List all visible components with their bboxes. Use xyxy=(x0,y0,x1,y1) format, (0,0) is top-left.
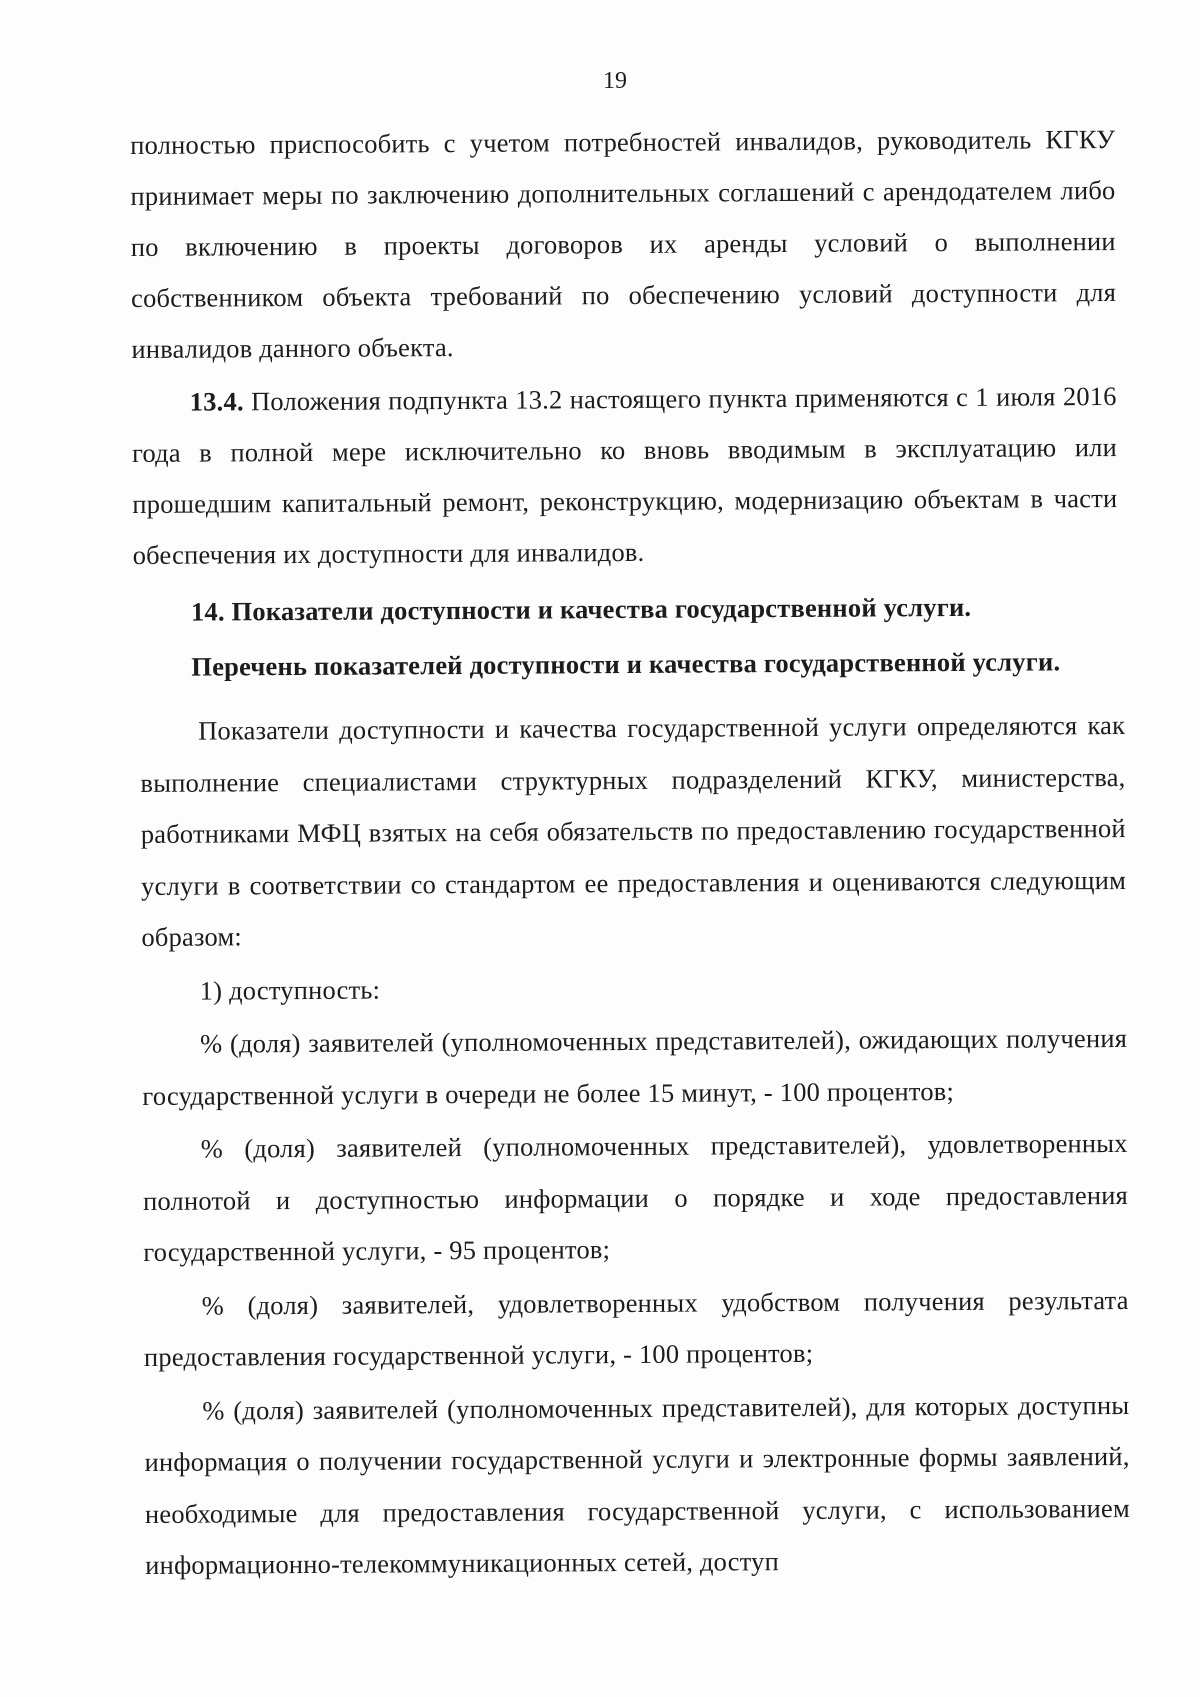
section-heading-14: 14. Показатели доступности и качества государственной услуги. xyxy=(190,591,972,627)
paragraph-accessibility: 1) доступность: xyxy=(199,974,381,1006)
paragraph-information-indicator: % (доля) заявителей (уполномоченных представителей), удовлетворенных полнотой и доступностью информации о порядке и ходе предоставления государственной услуги, - 95 процентов; xyxy=(142,1127,1129,1267)
item-label-13-4: 13.4. xyxy=(189,386,244,417)
paragraph-queue-indicator: % (доля) заявителей (уполномоченных представителей), ожидающих получения государственной услуги в очереди не более 15 минут, - 100 процентов; xyxy=(142,1022,1128,1111)
paragraph-result-indicator: % (доля) заявителей, удовлетворенных удобством получения результата предоставления государственной услуги, - 100 процентов; xyxy=(143,1284,1129,1372)
document-body-lower xyxy=(140,700,1130,1594)
paragraph-13-4-text: Положения подпункта 13.2 настоящего пункта применяются с 1 июля 2016 года в полной мере исключительно ко вновь вводимым в эксплуатацию или прошедшим капитальный ремонт, реконструкцию, модернизацию объектам в части обеспечения их доступности для инвалидов. xyxy=(131,380,1118,570)
document-body-upper xyxy=(130,114,1118,695)
paragraph-13-4 xyxy=(132,371,1118,581)
paragraph-continuation: полностью приспособить с учетом потребностей инвалидов, руководитель КГКУ принимает меры по заключению дополнительных соглашений с арендодателем либо по включению в проекты договоров их аренды условий о выполнении собственником объекта требований по обеспечению условий доступности для инвалидов данного объекта. xyxy=(130,123,1117,364)
paragraph-electronic-forms-indicator: % (доля) заявителей (уполномоченных представителей), для которых доступны информация о получении государственной услуги и электронные формы заявлений, необходимые для предоставления государственной услуги, с использованием информационно-телекоммуникационных сетей, доступ xyxy=(144,1389,1131,1580)
section-subheading: Перечень показателей доступности и качества государственной услуги. xyxy=(191,646,1061,682)
page-number: 19 xyxy=(603,68,627,94)
paragraph-indicators-intro: Показатели доступности и качества государственной услуги определяются как выполнение специалистами структурных подразделений КГКУ, министерства, работниками МФЦ взятых на себя обязательств по предоставлению государственной услуги в соответствии со стандартом ее предоставления и оцениваются следующим образом: xyxy=(140,709,1127,952)
